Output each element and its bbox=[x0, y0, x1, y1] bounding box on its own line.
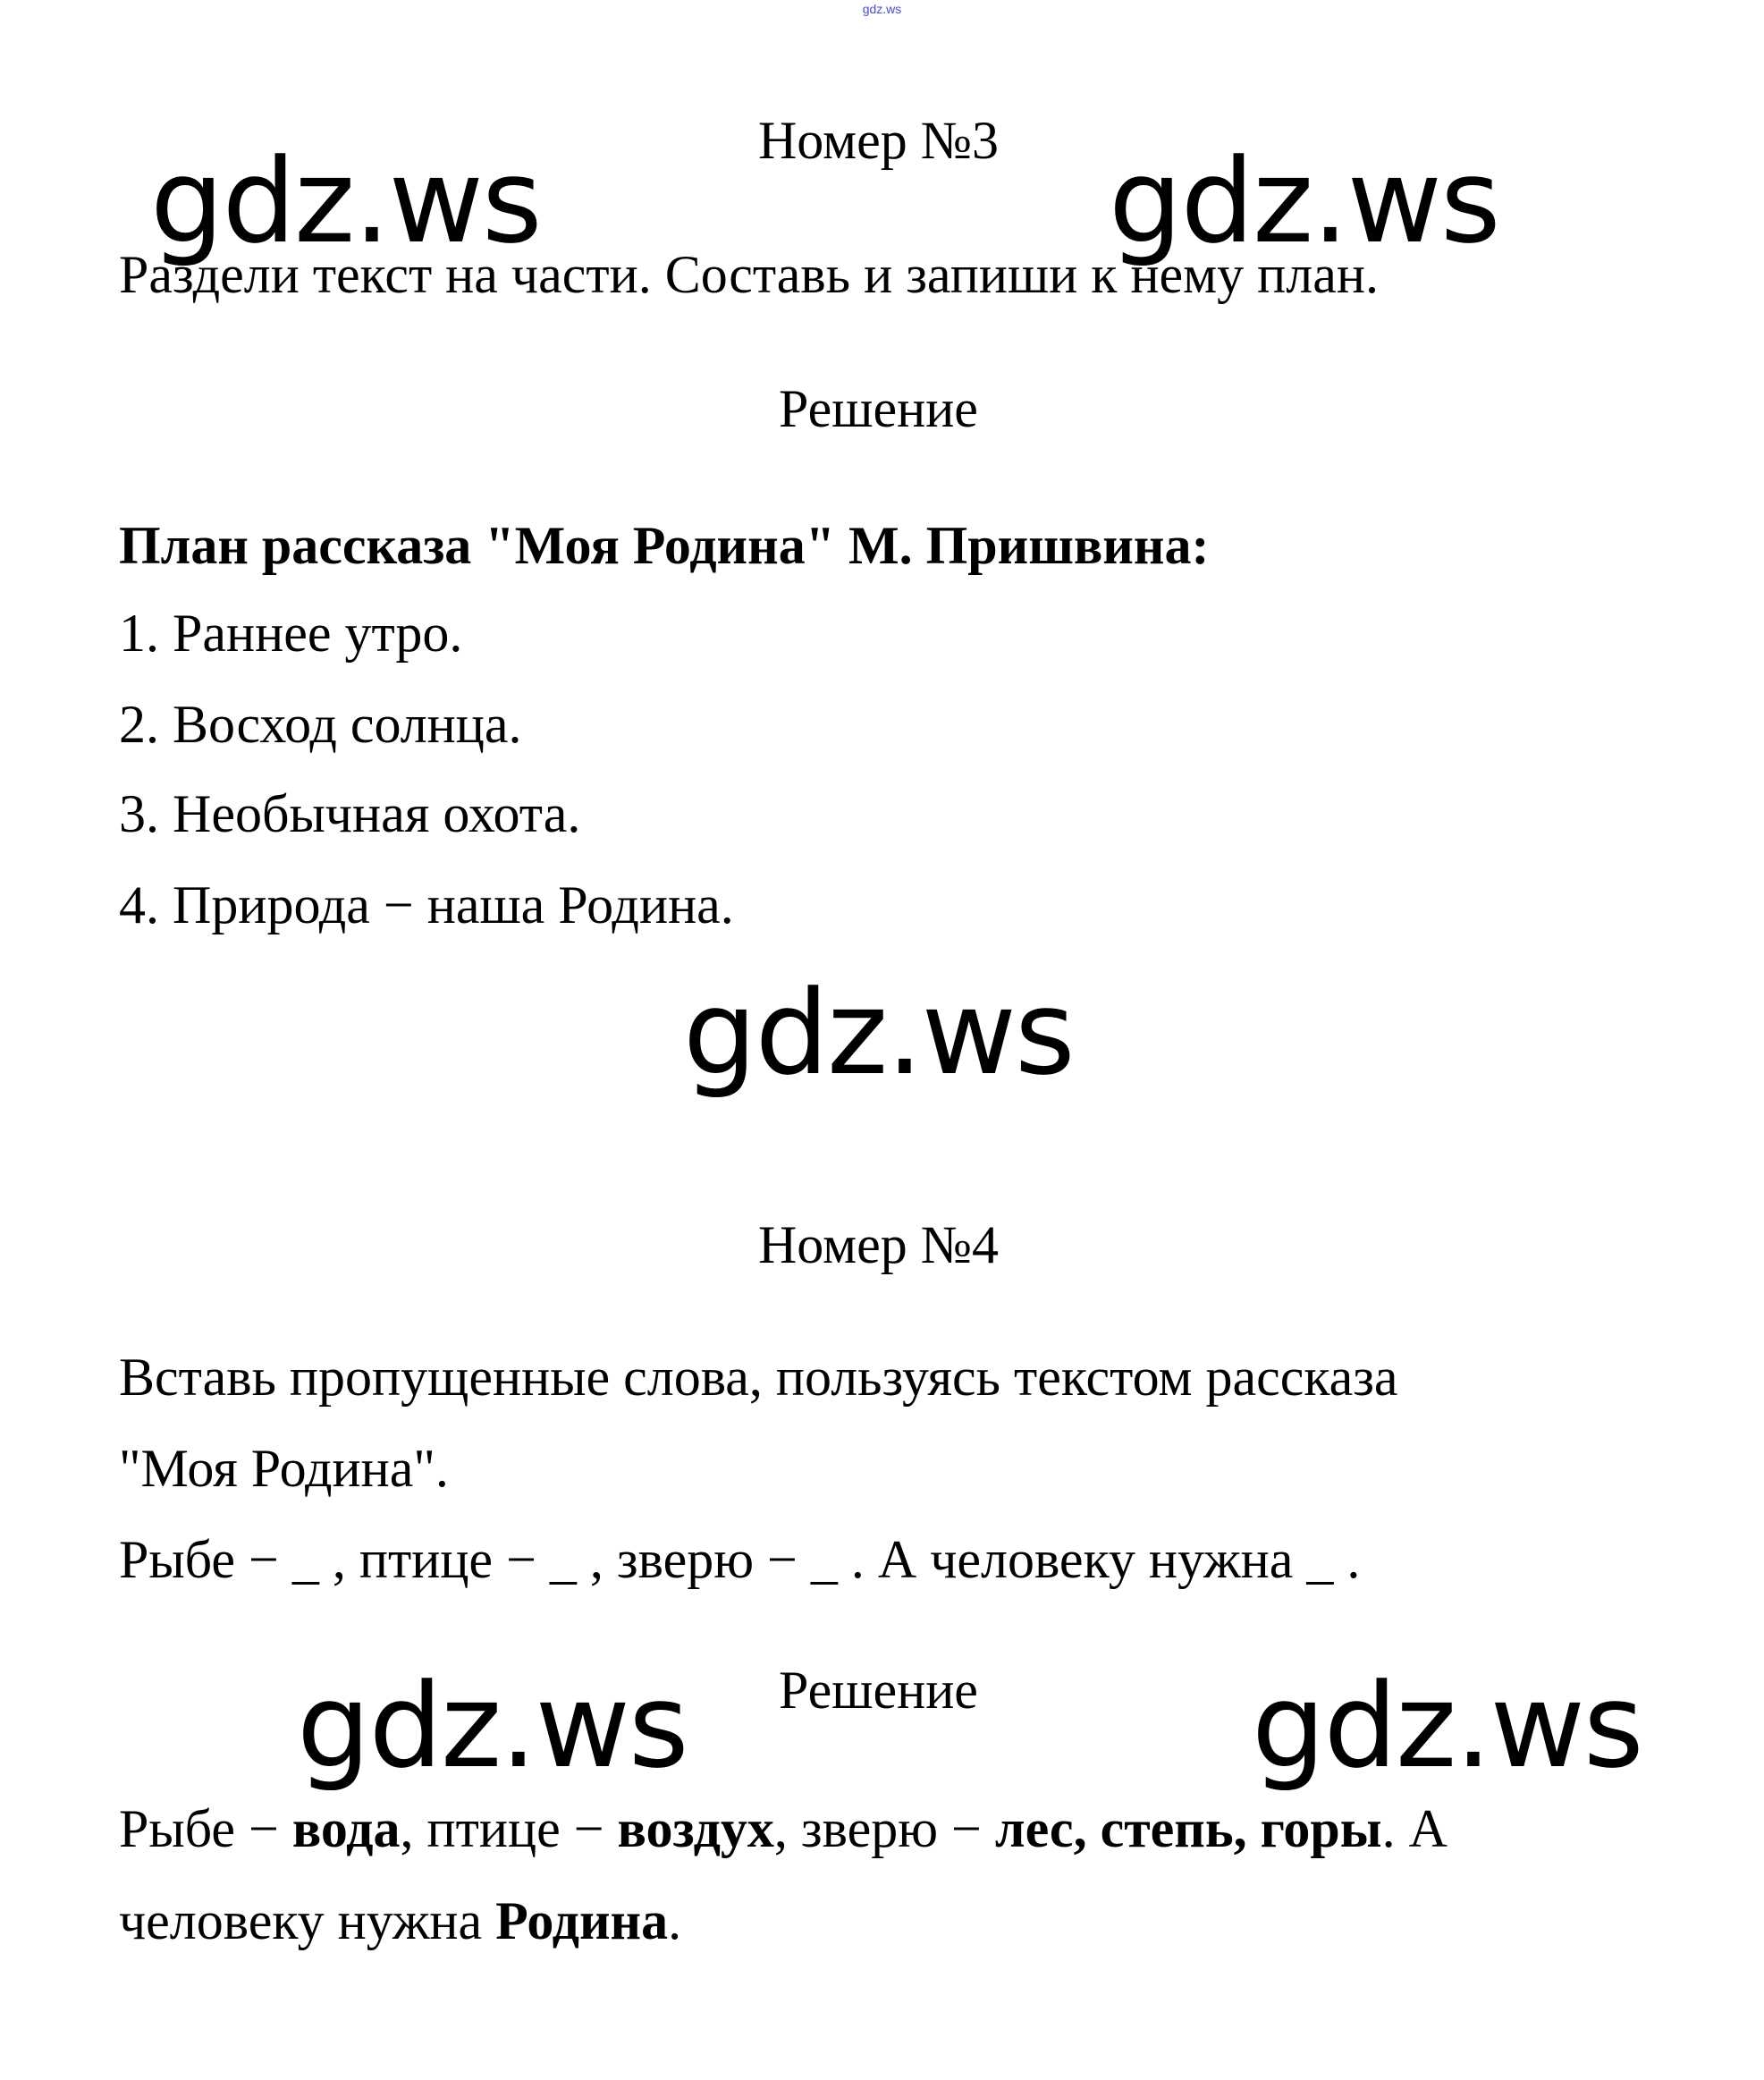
task4-instruction-line1: Вставь пропущенные слова, пользуясь текстом рассказа bbox=[119, 1348, 1398, 1407]
answer-text-2: , птице − bbox=[400, 1799, 618, 1858]
top-watermark: gdz.ws bbox=[862, 2, 902, 16]
task4-solution-label: Решение bbox=[779, 1661, 978, 1720]
plan-title: План рассказа "Моя Родина" М. Пришвина: bbox=[119, 516, 1210, 575]
watermark-3: gdz.ws bbox=[683, 965, 1074, 1101]
task4-title: Номер №4 bbox=[757, 1215, 1000, 1274]
answer-word-air: воздух bbox=[617, 1799, 774, 1858]
answer-text-3: , зверю − bbox=[773, 1799, 995, 1858]
plan-item-3: 3. Необычная охота. bbox=[119, 784, 581, 843]
task3-instruction: Раздели текст на части. Составь и запиши к нему план. bbox=[119, 245, 1379, 304]
task4-exercise: Рыбе − _ , птице − _ , зверю − _ . А человеку нужна _ . bbox=[119, 1530, 1361, 1589]
answer-text-6: . bbox=[668, 1891, 682, 1950]
answer-word-homeland: Родина bbox=[495, 1891, 669, 1950]
plan-item-4: 4. Природа − наша Родина. bbox=[119, 875, 734, 934]
answer-word-water: вода bbox=[291, 1799, 401, 1858]
watermark-2: gdz.ws bbox=[1109, 133, 1499, 269]
answer-text-4: . А bbox=[1381, 1799, 1447, 1858]
watermark-5: gdz.ws bbox=[1252, 1658, 1642, 1794]
answer-line-1 bbox=[119, 1799, 1447, 1858]
watermark-1: gdz.ws bbox=[150, 133, 541, 269]
task3-solution-label: Решение bbox=[779, 379, 978, 438]
answer-text-1: Рыбе − bbox=[119, 1799, 292, 1858]
task4-instruction-line2: "Моя Родина". bbox=[119, 1439, 449, 1498]
plan-item-1: 1. Раннее утро. bbox=[119, 604, 463, 663]
answer-text-5: человеку нужна bbox=[119, 1891, 496, 1950]
plan-item-2: 2. Восход солнца. bbox=[119, 695, 522, 754]
watermark-4: gdz.ws bbox=[297, 1658, 688, 1794]
task3-title: Номер №3 bbox=[757, 111, 1000, 170]
answer-word-forest: лес, степь, горы bbox=[994, 1799, 1382, 1858]
answer-line-2 bbox=[119, 1891, 682, 1950]
